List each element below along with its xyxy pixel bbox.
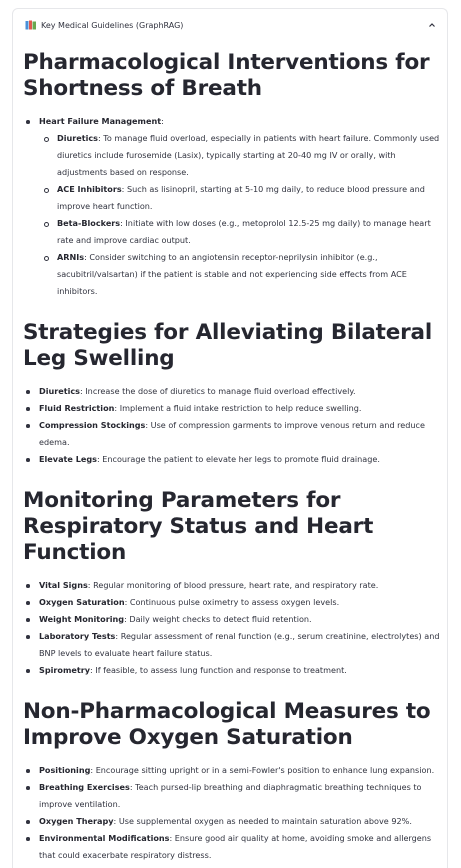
guidelines-expander: [12, 8, 448, 868]
item-label: Beta-Blockers: [57, 218, 121, 228]
item-label: Weight Monitoring: [39, 614, 125, 624]
item-text: : Teach pursed-lip breathing and diaphragmatic breathing techniques to improve ventilation.: [39, 782, 422, 809]
item-text: : Encourage the patient to elevate her legs to promote fluid drainage.: [96, 454, 380, 464]
section-list: [23, 383, 447, 468]
list-item: [23, 762, 447, 779]
section-list: [23, 762, 447, 864]
sub-list-item: [39, 215, 447, 249]
item-label: Diuretics: [39, 386, 80, 396]
expander-title: Key Medical Guidelines (GraphRAG): [41, 20, 184, 30]
sub-list-item: [39, 130, 447, 181]
item-label: Elevate Legs: [39, 454, 97, 464]
item-text: : If feasible, to assess lung function and response to treatment.: [90, 665, 347, 675]
item-label: Diuretics: [57, 133, 98, 143]
group-label: Heart Failure Management: [39, 116, 162, 126]
item-text: : Ensure good air quality at home, avoiding smoke and allergens that could exacerbate respiratory distress.: [39, 833, 432, 860]
item-label: Fluid Restriction: [39, 403, 115, 413]
item-text: : Such as lisinopril, starting at 5-10 mg daily, to reduce blood pressure and improve heart function.: [57, 184, 425, 211]
item-label: Environmental Modifications: [39, 833, 170, 843]
guidelines-content: [13, 50, 447, 864]
item-label: Oxygen Therapy: [39, 816, 114, 826]
list-item: [23, 813, 447, 830]
list-item: [23, 611, 447, 628]
list-item: [23, 830, 447, 864]
item-label: Oxygen Saturation: [39, 597, 125, 607]
sub-list-item: [39, 249, 447, 300]
list-item: [23, 779, 447, 813]
list-item: [23, 628, 447, 662]
item-label: ACE Inhibitors: [57, 184, 122, 194]
item-text: : Initiate with low doses (e.g., metoprolol 12.5-25 mg daily) to manage heart rate and improve cardiac output.: [57, 218, 431, 245]
item-text: : Continuous pulse oximetry to assess oxygen levels.: [124, 597, 340, 607]
sub-list: [39, 130, 447, 300]
chevron-up-icon[interactable]: [427, 20, 437, 30]
item-label: Breathing Exercises: [39, 782, 130, 792]
list-item: [23, 417, 447, 451]
item-text: : Consider switching to an angiotensin receptor-neprilysin inhibitor (e.g., sacubitril/valsartan) if the patient is stable and not experiencing side effects from ACE inhibitors.: [57, 252, 407, 296]
item-label: Spirometry: [39, 665, 91, 675]
list-item: [23, 662, 447, 679]
section-heading: Monitoring Parameters for Respiratory Status and Heart Function: [23, 488, 374, 565]
section-list: [23, 577, 447, 679]
list-item: [23, 577, 447, 594]
expander-header[interactable]: [13, 9, 447, 41]
list-item: Heart Failure Management: Diuretics: To manage fluid overload, especially in patients with heart failure. Commonly used diuretics include furosemide (Lasix), typically starting at 20-40 mg IV or orally, with adjustments based on response. ACE Inhibitors: Such as lisinopril, starting at 5-10 mg daily, to reduce blood pressure and improve heart function. Beta-Blockers: Initiate with low doses (e.g., metoprolol 12.5-25 mg daily) to manage heart rate and improve cardiac output. ARNIs: Consider switching to an angiotensin receptor-neprilysin inhibitor (e.g., sacubitril/valsartan) if the patient is stable and not experiencing side effects from ACE inhibitors.: [23, 113, 447, 300]
item-text: : Daily weight checks to detect fluid retention.: [124, 614, 312, 624]
item-label: ARNIs: [57, 252, 85, 262]
list-item: [23, 400, 447, 417]
item-text: : Use supplemental oxygen as needed to maintain saturation above 92%.: [113, 816, 412, 826]
books-icon: [25, 20, 37, 30]
item-label: Vital Signs: [39, 580, 88, 590]
item-text: : Encourage sitting upright or in a semi-Fowler's position to enhance lung expansion.: [90, 765, 435, 775]
list-item: [23, 383, 447, 400]
item-text: : To manage fluid overload, especially in patients with heart failure. Commonly used diuretics include furosemide (Lasix), typically starting at 20-40 mg IV or orally, with adjustments based on response.: [57, 133, 440, 177]
item-text: : Increase the dose of diuretics to manage fluid overload effectively.: [80, 386, 356, 396]
item-text: : Regular assessment of renal function (e.g., serum creatinine, electrolytes) and BNP levels to evaluate heart failure status.: [39, 631, 440, 658]
item-label: Positioning: [39, 765, 91, 775]
list-item: [23, 451, 447, 468]
item-text: : Implement a fluid intake restriction to help reduce swelling.: [114, 403, 362, 413]
list-item: [23, 594, 447, 611]
sub-list-item: [39, 181, 447, 215]
section-heading: Pharmacological Interventions for Shortness of Breath: [23, 50, 430, 101]
item-label: Laboratory Tests: [39, 631, 116, 641]
section-heading: Strategies for Alleviating Bilateral Leg Swelling: [23, 320, 433, 371]
section-list: [23, 113, 447, 300]
item-label: Compression Stockings: [39, 420, 146, 430]
section-heading: Non-Pharmacological Measures to Improve Oxygen Saturation: [23, 699, 431, 750]
item-text: : Use of compression garments to improve venous return and reduce edema.: [39, 420, 425, 447]
item-text: : Regular monitoring of blood pressure, heart rate, and respiratory rate.: [87, 580, 379, 590]
